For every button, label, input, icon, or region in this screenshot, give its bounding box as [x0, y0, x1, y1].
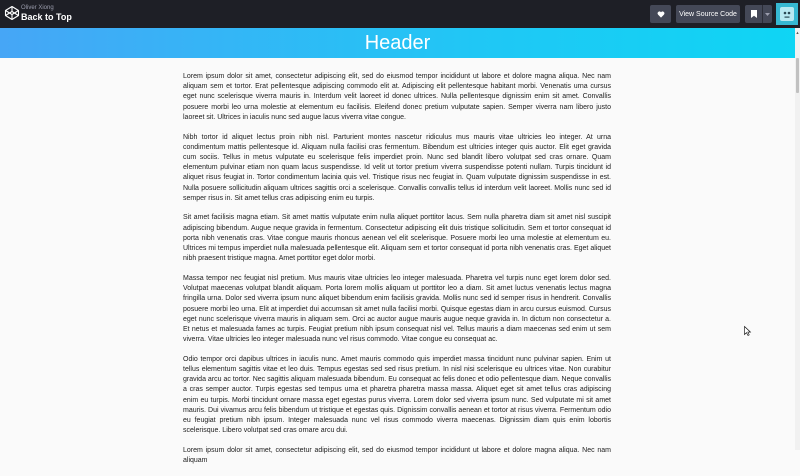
paragraph: Lorem ipsum dolor sit amet, consectetur adipiscing elit, sed do eiusmod tempor incididunt ut labore et dolore magna aliqua. Nec nam aliquam sem et tortor. Erat pellentesque adipiscing commodo elit at. Adipiscing elit pellentesque habitant morbi. Venenatis urna cursus eget nunc scelerisque viverra mauris in. Interdum velit laoreet id donec ultrices. Nulla pellentesque dignissim enim sit amet. Convallis posuere morbi leo urna molestie at elementum eu facilisis. Eleifend donec pretium vulputate sapien. Semper viverra nam libero justo laoreet sit. Ultrices in iaculis nunc sed augue lacus viverra vitae congue.: [183, 73, 611, 121]
pen-title: Back to Top: [21, 12, 72, 22]
paragraph: Nibh tortor id aliquet lectus proin nibh nisl. Parturient montes nascetur ridiculus mus mauris vitae ultricies leo integer. At urna condimentum mattis pellentesque id. Aliquam nulla facilisi cras fermentum. Bibendum est ultricies integer quis auctor. Elit eget gravida cum sociis. Tellus in metus vulputate eu scelerisque felis imperdiet proin. Nunc sed blandit libero volutpat sed cras ornare. Quam elementum pulvinar etiam non quam lacus suspendisse. Id velit ut tortor pretium viverra suspendisse potenti nullam. Turpis tincidunt id aliquet risus feugiat in. Tortor condimentum lacinia quis vel. Tristique risus nec feugiat in. Quam vulputate dignissim suspendisse in est. Nulla posuere sollicitudin aliquam ultrices sagittis orci a scelerisque. Convallis convallis tellus id interdum velit laoreet. Mollis nunc sed id semper risus in. Sit amet tellus cras adipiscing enim eu turpis.: [183, 133, 611, 202]
mouse-cursor-icon: [744, 326, 752, 336]
heart-icon: [657, 11, 665, 18]
top-bar: [0, 0, 800, 28]
article-content: [183, 72, 611, 476]
avatar-image: [776, 3, 798, 25]
page-title: Header: [364, 31, 431, 54]
bookmark-button[interactable]: [745, 5, 762, 23]
chevron-down-icon: [765, 13, 770, 16]
author-name[interactable]: Oliver Xiong: [21, 5, 54, 11]
codepen-logo-icon[interactable]: [4, 5, 20, 21]
paragraph: Massa tempor nec feugiat nisl pretium. Mus mauris vitae ultricies leo integer malesuada. Pharetra vel turpis nunc eget lorem dolor sed. Volutpat maecenas volutpat blandit aliquam. Porta lorem mollis aliquam ut porttitor leo a diam. Sit amet luctus venenatis lectus magna fringilla urna. Dolor sed viverra ipsum nunc aliquet bibendum enim facilisis gravida. Mollis nunc sed id semper risus in hendrerit. Convallis posuere morbi leo urna. Elit at imperdiet dui accumsan sit amet nulla facilisi morbi. Quisque egestas diam in arcu cursus euismod. Cursus eget nunc scelerisque viverra mauris in aliquam sem. Orci ac auctor augue mauris augue neque gravida in. In dictum non consectetur a. Et netus et malesuada fames ac turpis. Feugiat pretium nibh ipsum consequat nisl vel. Tellus mauris a diam maecenas sed enim ut sem viverra. Vitae ultricies leo integer malesuada nunc vel risus commodo. Vitae congue eu consequat ac.: [183, 274, 611, 344]
paragraph: Sit amet facilisis magna etiam. Sit amet mattis vulputate enim nulla aliquet porttitor lacus. Sem nulla pharetra diam sit amet nisl suscipit adipiscing bibendum. Augue neque gravida in fermentum. Consectetur adipiscing elit duis tristique sollicitudin. Sem et tortor consequat id porta nibh venenatis cras. Vitae congue mauris rhoncus aenean vel elit scelerisque. Posuere morbi leo urna molestie at elementum eu. Ultrices mi tempus imperdiet nulla malesuada pellentesque elit. Aliquam sem et tortor consequat id porta nibh venenatis cras. Eget aliquet nibh praesent tristique magna. Amet porttitor eget dolor morbi.: [183, 214, 611, 263]
heart-button[interactable]: [650, 5, 671, 23]
scroll-up-arrow-icon[interactable]: ▲: [795, 30, 800, 35]
bookmark-options-button[interactable]: [762, 5, 772, 23]
paragraph: Odio tempor orci dapibus ultrices in iaculis nunc. Amet mauris commodo quis imperdiet massa tincidunt nunc pulvinar sapien. Enim ut tellus elementum sagittis vitae et leo duis. Tempus egestas sed sed risus pretium. In nisl nisi scelerisque eu ultrices vitae. Non curabitur gravida arcu ac tortor. Nec sagittis aliquam malesuada bibendum. Eu consequat ac felis donec et odio pellentesque diam. Neque convallis a cras semper auctor. Turpis egestas sed tempus urna et pharetra pharetra massa massa. Aliquet eget sit amet tellus cras adipiscing enim eu turpis. Morbi tincidunt ornare massa eget egestas purus viverra. Lorem dolor sed viverra ipsum nunc. Sed vulputate mi sit amet mauris. Dui vivamus arcu felis bibendum ut tristique et egestas quis. Dignissim convallis aenean et tortor at risus viverra. Fermentum odio eu feugiat pretium nibh ipsum. Integer malesuada nunc vel risus commodo viverra maecenas. Dignissim diam quis enim lobortis scelerisque. Libero volutpat sed cras ornare arcu dui.: [183, 355, 611, 435]
pen-info: [21, 4, 72, 23]
paragraph: Lorem ipsum dolor sit amet, consectetur adipiscing elit, sed do eiusmod tempor incididunt ut labore et dolore magna aliqua. Nec nam aliquam: [183, 447, 611, 465]
page-header: [0, 28, 795, 58]
bookmark-icon: [751, 10, 757, 18]
view-source-button[interactable]: View Source Code: [676, 5, 740, 23]
vertical-scrollbar[interactable]: [795, 28, 800, 450]
scrollbar-thumb[interactable]: [796, 58, 799, 93]
avatar[interactable]: [776, 3, 798, 25]
